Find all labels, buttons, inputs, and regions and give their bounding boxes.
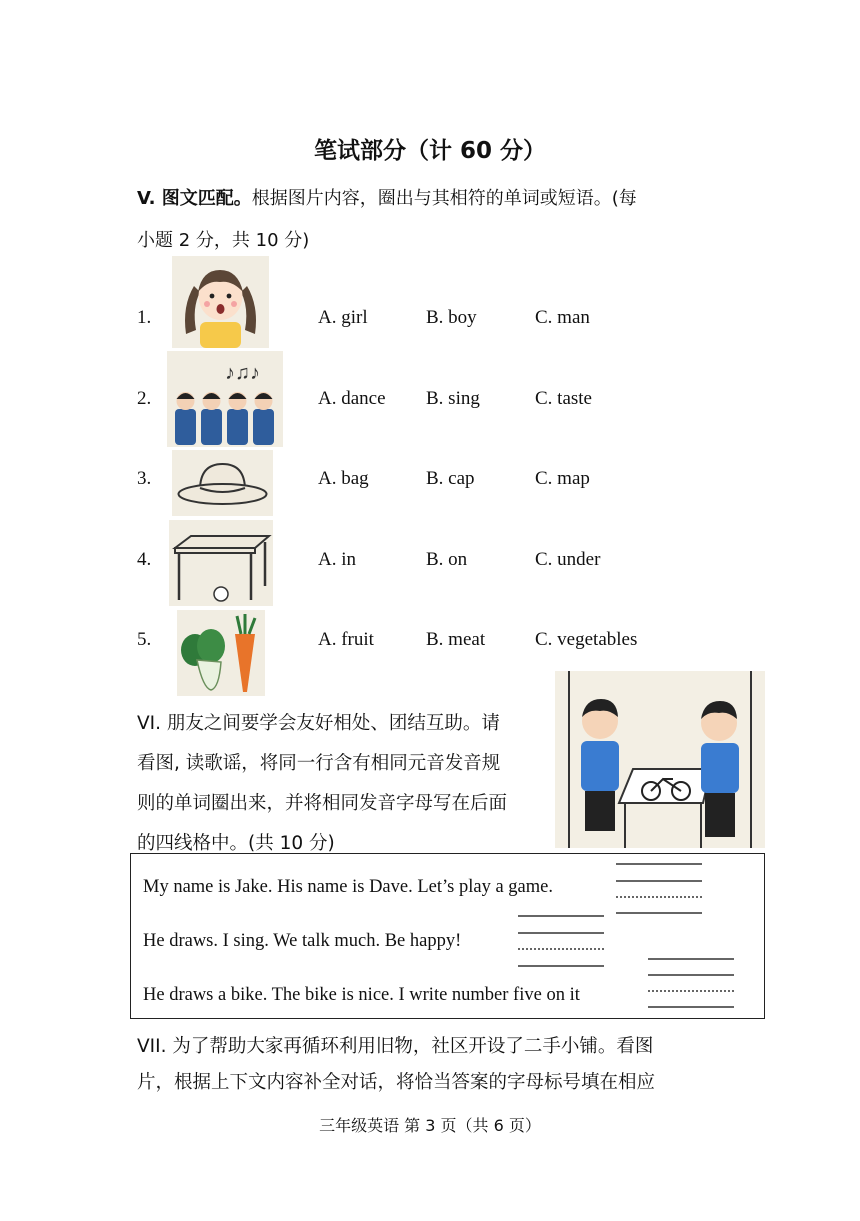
svg-text:♪♫♪: ♪♫♪	[225, 362, 260, 384]
section-vii-line-2: 片，根据上下文内容补全对话，将恰当答案的字母标号填在相应	[137, 1072, 656, 1093]
item-5-option-a[interactable]: A. fruit	[318, 629, 374, 650]
four-line-grid-1[interactable]	[616, 862, 704, 916]
chant-sentence-3: He draws a bike. The bike is nice. I write number five on it	[143, 985, 580, 1005]
item-1-option-c[interactable]: C. man	[535, 307, 590, 328]
page-title: 笔试部分（计 60 分）	[313, 138, 547, 164]
item-3-option-b[interactable]: B. cap	[426, 468, 475, 489]
choir-singing-picture	[167, 351, 283, 447]
item-5-option-b[interactable]: B. meat	[426, 629, 486, 650]
section-vi-line-4: 的四线格中。(共 10 分)	[137, 833, 335, 854]
chant-sentence-1: My name is Jake. His name is Dave. Let’s play a game.	[143, 877, 553, 897]
item-4-option-b[interactable]: B. on	[426, 549, 468, 570]
item-2-option-c[interactable]: C. taste	[535, 388, 592, 409]
item-2-option-a[interactable]: A. dance	[318, 388, 386, 409]
item-5-number: 5.	[137, 629, 152, 650]
item-2-number: 2.	[137, 388, 152, 409]
item-3-number: 3.	[137, 468, 152, 489]
section-vi-line-2: 看图, 读歌谣，将同一行含有相同元音发音规	[137, 753, 501, 774]
four-line-grid-3[interactable]	[648, 957, 736, 1011]
item-1-number: 1.	[137, 307, 152, 328]
page-footer: 三年级英语 第 3 页（共 6 页）	[319, 1116, 541, 1135]
item-1-option-b[interactable]: B. boy	[426, 307, 477, 328]
section-vi-line-3: 则的单词圈出来，并将相同发音字母写在后面	[137, 793, 508, 814]
girl-singing-picture	[172, 256, 269, 348]
section-v-heading	[137, 184, 637, 210]
item-4-option-c[interactable]: C. under	[535, 549, 601, 570]
ball-under-table-picture	[169, 520, 273, 606]
section-v-score: 小题 2 分，共 10 分)	[137, 230, 310, 251]
hat-picture	[172, 450, 273, 516]
item-5-option-c[interactable]: C. vegetables	[535, 629, 638, 650]
item-3-option-c[interactable]: C. map	[535, 468, 590, 489]
four-line-grid-2[interactable]	[518, 914, 606, 970]
item-3-option-a[interactable]: A. bag	[318, 468, 369, 489]
section-vii-line-1: VII. 为了帮助大家再循环利用旧物，社区开设了二手小铺。看图	[137, 1036, 654, 1057]
section-vi-line-1: VI. 朋友之间要学会友好相处、团结互助。请	[137, 713, 500, 734]
section-v-label: V. 图文匹配。	[137, 188, 252, 209]
chant-sentence-2: He draws. I sing. We talk much. Be happy!	[143, 931, 462, 951]
item-2-option-b[interactable]: B. sing	[426, 388, 480, 409]
item-1-option-a[interactable]: A. girl	[318, 307, 368, 328]
section-v-instructions: 根据图片内容，圈出与其相符的单词或短语。(每	[251, 188, 637, 209]
vegetables-picture	[177, 610, 265, 696]
boys-drawing-bike-picture	[555, 671, 765, 848]
item-4-option-a[interactable]: A. in	[318, 549, 356, 570]
item-4-number: 4.	[137, 549, 152, 570]
